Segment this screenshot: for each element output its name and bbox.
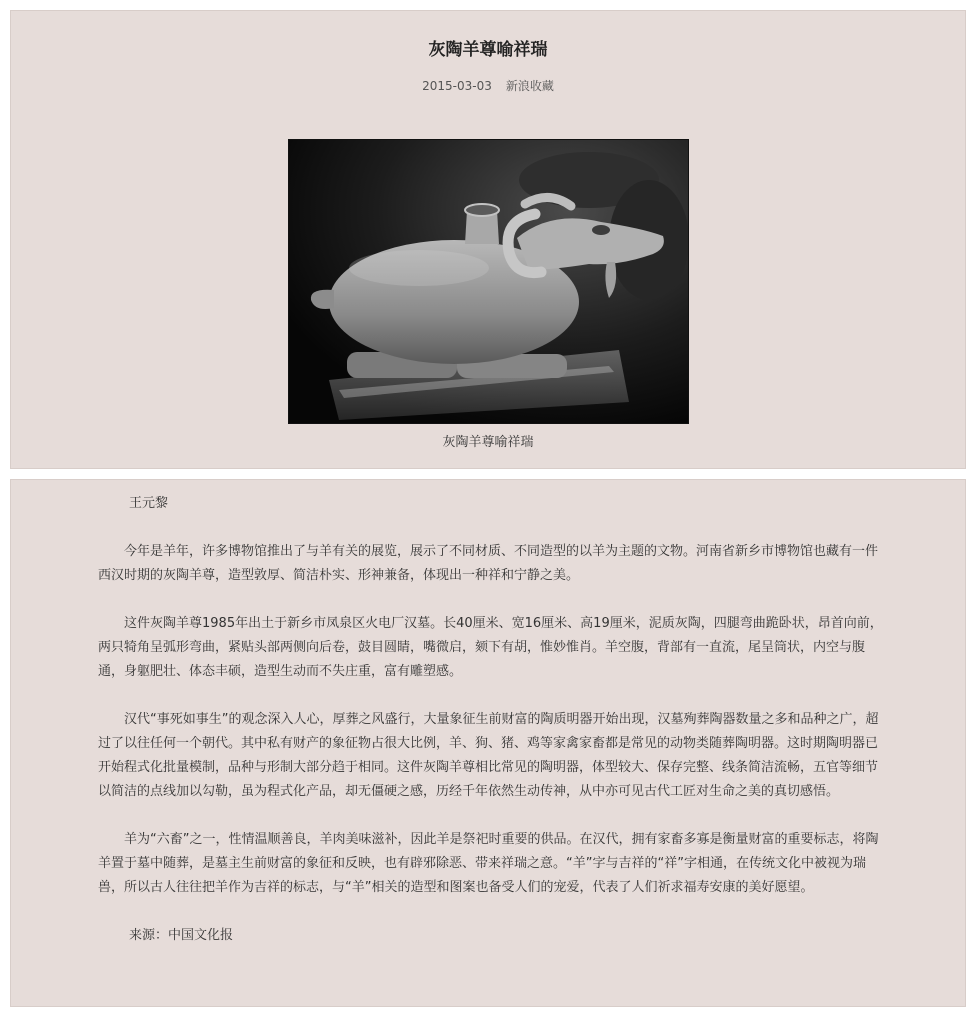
article-body-panel — [10, 479, 966, 1007]
article-body — [98, 492, 888, 972]
paragraph: 今年是羊年，许多博物馆推出了与羊有关的展览，展示了不同材质、不同造型的以羊为主题的文物。河南省新乡市博物馆也藏有一件西汉时期的灰陶羊尊，造型敦厚、简洁朴实、形神兼备，体现出一种祥和宁静之美。 — [98, 544, 879, 583]
paragraph: 羊为“六畜”之一，性情温顺善良，羊肉美味滋补，因此羊是祭祀时重要的供品。在汉代，拥有家畜多寡是衡量财富的重要标志，将陶羊置于墓中随葬，是墓主生前财富的象征和反映，也有辟邪除恶、带来祥瑞之意。“羊”字与吉祥的“祥”字相通，在传统文化中被视为瑞兽，所以古人往往把羊作为吉祥的标志，与“羊”相关的造型和图案也备受人们的宠爱，代表了人们祈求福寿安康的美好愿望。 — [98, 832, 879, 895]
publish-date: 2015-03-03 — [422, 79, 492, 93]
source-line: 来源：中国文化报 — [129, 928, 234, 943]
article-title: 灰陶羊尊喻祥瑞 — [428, 40, 548, 60]
article-meta — [11, 77, 965, 94]
paragraph: 这件灰陶羊尊1985年出土于新乡市凤泉区火电厂汉墓。长40厘米、宽16厘米、高19厘米，泥质灰陶，四腿弯曲跪卧状，昂首向前，两只犄角呈弧形弯曲，紧贴头部两侧向后卷，鼓目圆睛，嘴微启，颏下有胡，惟妙惟肖。羊空腹，背部有一直流，尾呈筒状，内空与腹通，身躯肥壮、体态丰硕，造型生动而不失庄重，富有雕塑感。 — [98, 616, 883, 679]
paragraph: 汉代“事死如事生”的观念深入人心，厚葬之风盛行，大量象征生前财富的陶质明器开始出现，汉墓殉葬陶器数量之多和品种之广，超过了以往任何一个朝代。其中私有财产的象征物占很大比例，羊、狗、猪、鸡等家禽家畜都是常见的动物类随葬陶明器。这时期陶明器已开始程式化批量模制，品种与形制大部分趋于相同。这件灰陶羊尊相比常见的陶明器，体型较大、保存完整、线条简洁流畅，五官等细节以简洁的点线加以勾勒，虽为程式化产品，却无僵硬之感，历经千年依然生动传神，从中亦可见古代工匠对生命之美的真切感悟。 — [98, 712, 879, 799]
source-name: 新浪收藏 — [505, 79, 554, 93]
author-name: 王元黎 — [129, 496, 169, 511]
artifact-photo — [288, 139, 689, 424]
article-header-panel — [10, 10, 966, 469]
image-caption: 灰陶羊尊喻祥瑞 — [442, 435, 534, 450]
